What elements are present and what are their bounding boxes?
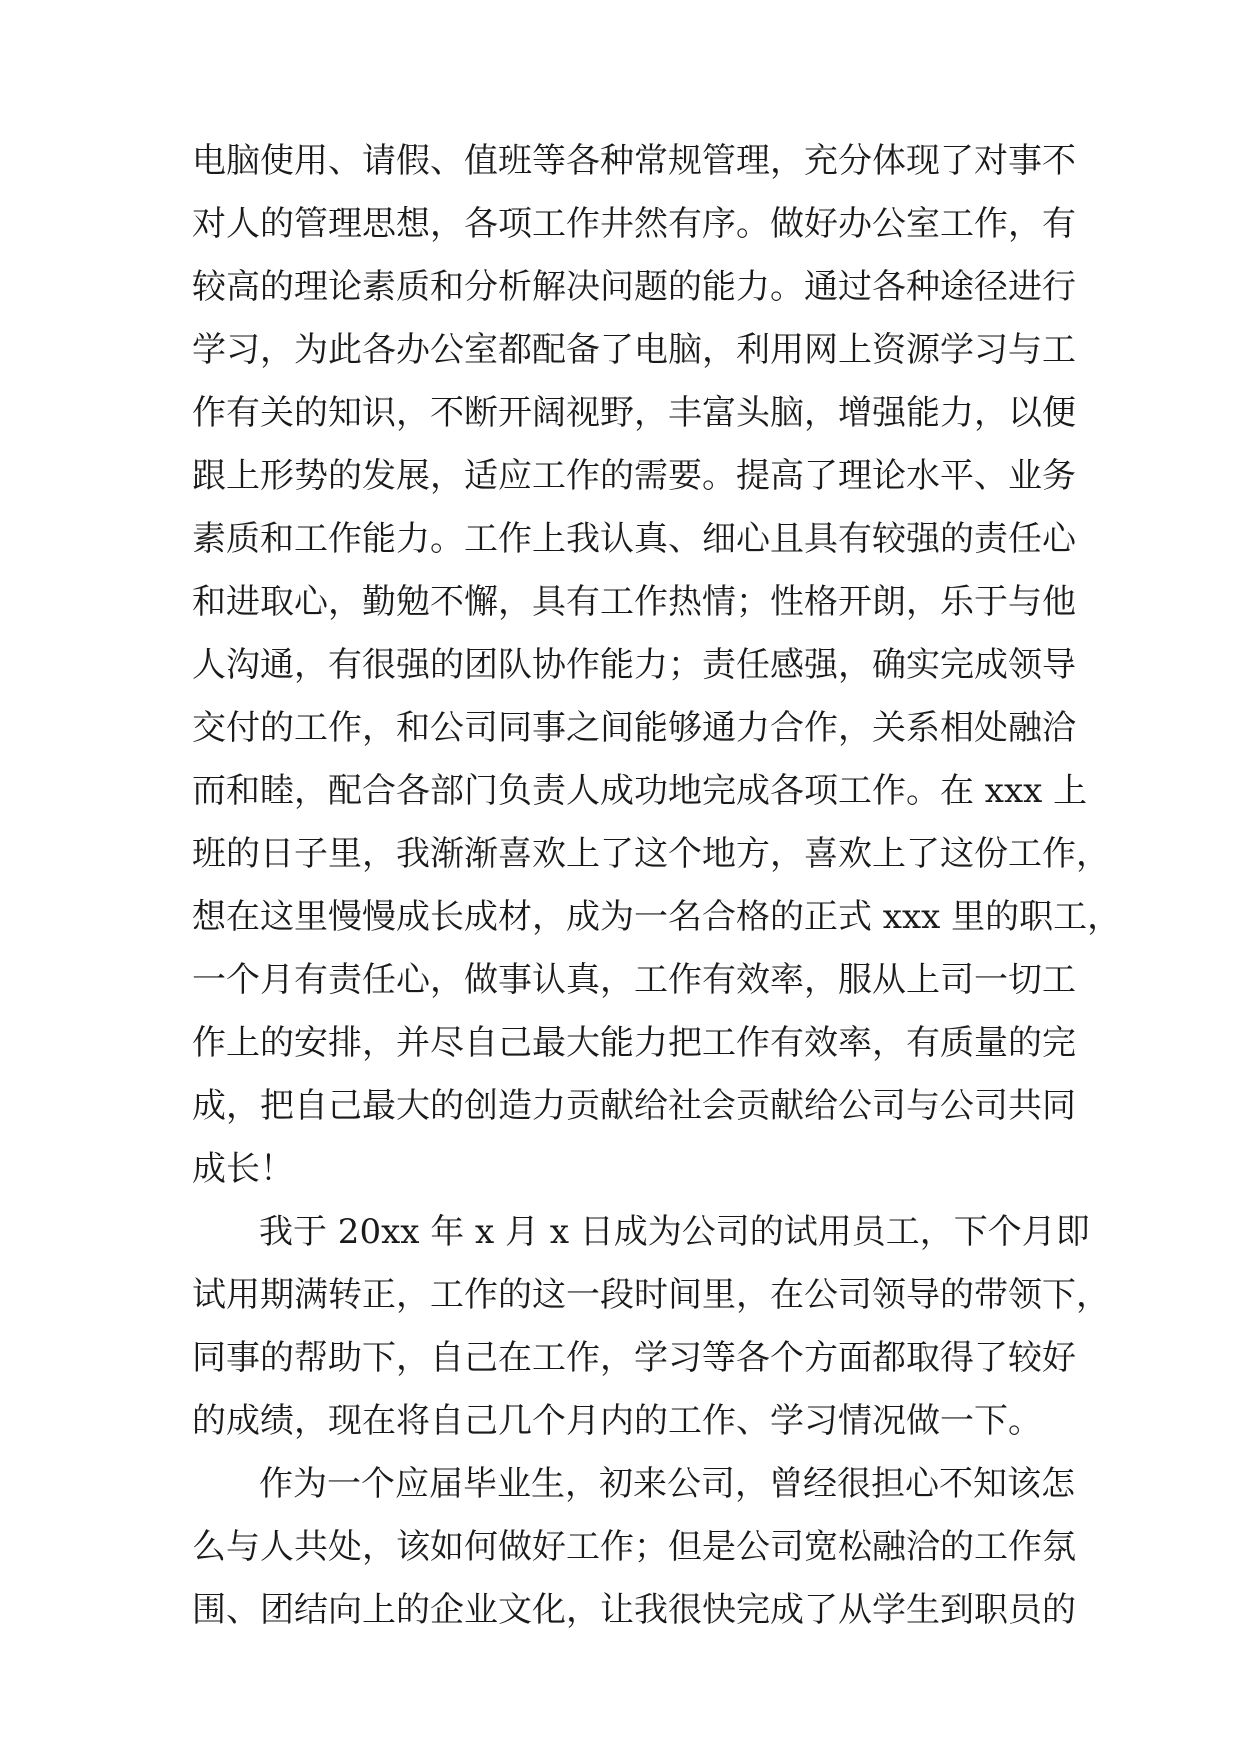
text-line: 成长！	[192, 1149, 294, 1189]
text-line: 围、团结向上的企业文化，让我很快完成了从学生到职员的	[192, 1590, 1076, 1630]
text-line: 人沟通，有很强的团队协作能力；责任感强，确实完成领导	[192, 645, 1076, 685]
text-line: 的成绩，现在将自己几个月内的工作、学习情况做一下。	[192, 1401, 1042, 1441]
text-line: 作上的安排，并尽自己最大能力把工作有效率，有质量的完	[192, 1023, 1076, 1063]
text-line: 班的日子里，我渐渐喜欢上了这个地方，喜欢上了这份工作，	[192, 834, 1110, 874]
text-line: 成，把自己最大的创造力贡献给社会贡献给公司与公司共同	[192, 1086, 1076, 1126]
text-line: 作有关的知识，不断开阔视野，丰富头脑，增强能力，以便	[192, 393, 1076, 433]
text-line: 学习，为此各办公室都配备了电脑，利用网上资源学习与工	[192, 330, 1076, 370]
text-line: 一个月有责任心，做事认真，工作有效率，服从上司一切工	[192, 960, 1076, 1000]
text-line: 素质和工作能力。工作上我认真、细心且具有较强的责任心	[192, 519, 1076, 559]
text-line: 么与人共处，该如何做好工作；但是公司宽松融洽的工作氛	[192, 1527, 1076, 1567]
text-line: 我于 20xx 年 x 月 x 日成为公司的试用员工，下个月即	[259, 1212, 1090, 1252]
text-line: 对人的管理思想，各项工作井然有序。做好办公室工作，有	[192, 204, 1076, 244]
text-line: 作为一个应届毕业生，初来公司，曾经很担心不知该怎	[259, 1464, 1075, 1504]
text-line: 电脑使用、请假、值班等各种常规管理，充分体现了对事不	[192, 141, 1076, 181]
text-line: 试用期满转正，工作的这一段时间里，在公司领导的带领下，	[192, 1275, 1110, 1315]
text-line: 跟上形势的发展，适应工作的需要。提高了理论水平、业务	[192, 456, 1076, 496]
text-line: 和进取心，勤勉不懈，具有工作热情；性格开朗，乐于与他	[192, 582, 1076, 622]
text-line: 同事的帮助下，自己在工作，学习等各个方面都取得了较好	[192, 1338, 1076, 1378]
text-line: 较高的理论素质和分析解决问题的能力。通过各种途径进行	[192, 267, 1076, 307]
text-line: 而和睦，配合各部门负责人成功地完成各项工作。在 xxx 上	[192, 771, 1088, 811]
text-line: 交付的工作，和公司同事之间能够通力合作，关系相处融洽	[192, 708, 1076, 748]
text-line: 想在这里慢慢成长成材，成为一名合格的正式 xxx 里的职工，	[192, 897, 1122, 937]
